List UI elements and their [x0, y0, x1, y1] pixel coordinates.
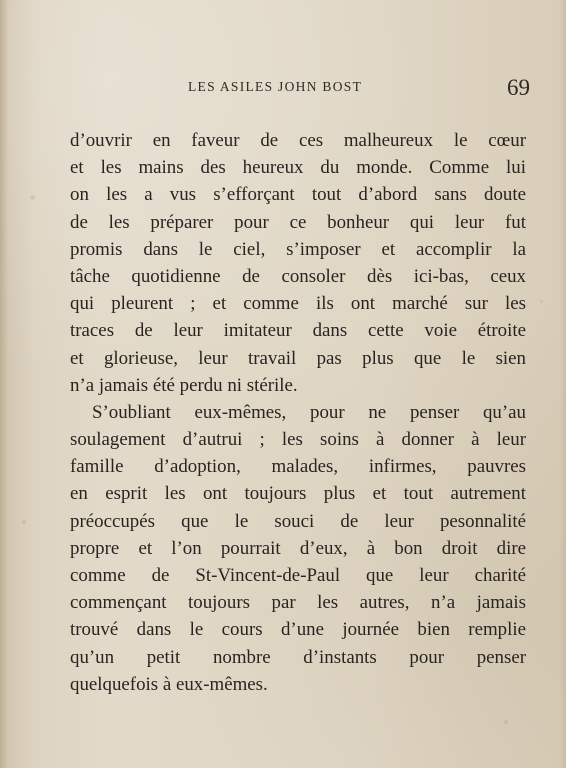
paper-speck [504, 720, 508, 724]
text-line: de les préparer pour ce bonheur qui leur fut [70, 211, 526, 233]
page-left-edge [0, 0, 8, 768]
text-line: qu’un petit nombre d’instants pour penser [70, 646, 526, 668]
text-line: n’a jamais été perdu ni stérile. [70, 374, 298, 396]
text-line: propre et l’on pourrait d’eux, à bon droit dire [70, 537, 526, 559]
text-line: quelquefois à eux-mêmes. [70, 673, 268, 695]
text-line: préoccupés que le souci de leur pesonnalité [70, 510, 526, 532]
text-line: d’ouvrir en faveur de ces malheureux le cœur [70, 130, 526, 151]
text-line: traces de leur imitateur dans cette voie étroite [70, 320, 526, 342]
text-line: famille d’adoption, malades, infirmes, pauvres [70, 456, 526, 478]
text-line: et glorieuse, leur travail pas plus que le sien [70, 347, 526, 369]
paragraph-start-line: S’oubliant eux-mêmes, pour ne penser qu’au [92, 401, 526, 423]
page-header [72, 75, 530, 102]
text-line: trouvé dans le cours d’une journée bien remplie [70, 619, 526, 641]
text-line: qui pleurent ; et comme ils ont marché sur les [70, 293, 526, 315]
page-right-edge [560, 0, 566, 768]
text-line: commençant toujours par les autres, n’a jamais [70, 592, 526, 614]
paper-speck [30, 195, 35, 200]
page-number: 69 [507, 75, 530, 100]
text-line: tâche quotidienne de consoler dès ici-bas, ceux [70, 265, 526, 287]
running-head: LES ASILES JOHN BOST [188, 79, 363, 94]
text-line: promis dans le ciel, s’imposer et accomplir la [70, 238, 526, 260]
text-line: en esprit les ont toujours plus et tout autrement [70, 483, 526, 505]
paper-speck [540, 300, 543, 303]
text-line: et les mains des heureux du monde. Comme lui [70, 157, 526, 179]
text-line: soulagement d’autrui ; les soins à donner à leur [70, 429, 526, 451]
main-text [70, 127, 526, 698]
text-line: on les a vus s’efforçant tout d’abord sans doute [70, 184, 526, 206]
text-line: comme de St-Vincent-de-Paul que leur charité [70, 565, 526, 586]
paper-speck [22, 520, 26, 524]
